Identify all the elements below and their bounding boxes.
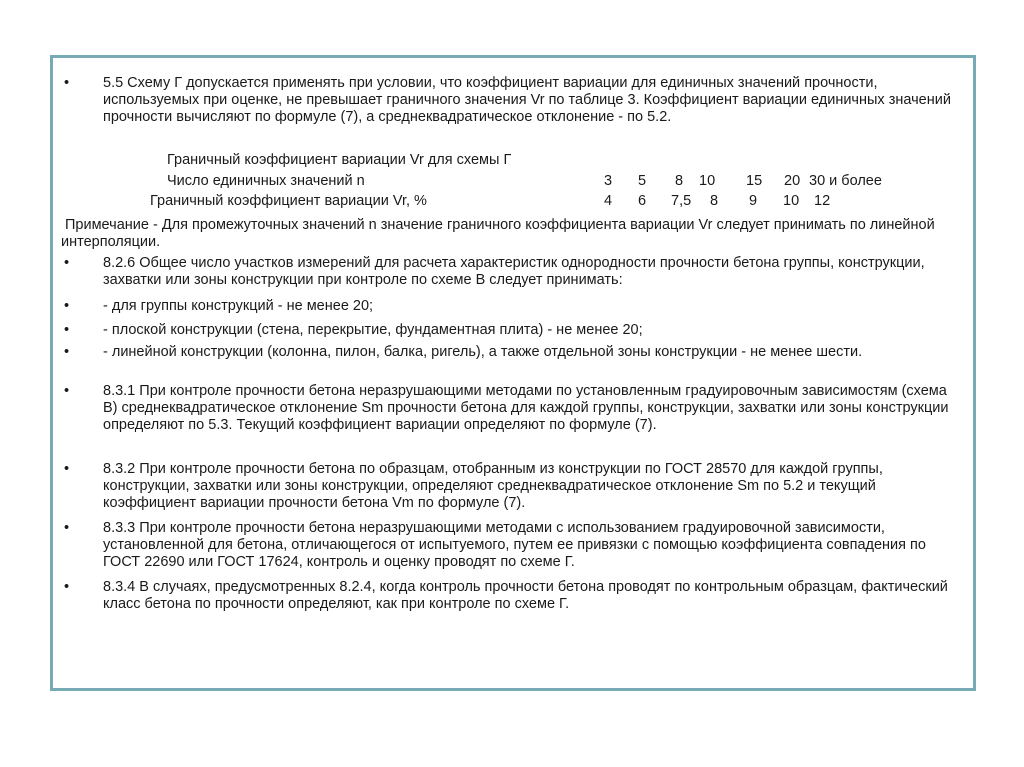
table-cell: 10 (699, 173, 716, 189)
table-row2-label: Граничный коэффициент вариации Vr, % (150, 193, 427, 209)
bullet: • (64, 520, 70, 536)
bullet: • (64, 322, 70, 338)
item-text: - плоской конструкции (стена, перекрытие, фундаментная плита) - не менее 20; (103, 322, 643, 338)
table-title: Граничный коэффициент вариации Vr для схемы Г (167, 152, 512, 168)
table-cell: 5 (638, 173, 647, 189)
bullet: • (64, 461, 70, 477)
item-text: 8.2.6 Общее число участков измерений для расчета характеристик однородности прочности бетона группы, конструкции, захватки или зоны конструкции при контроле по схеме В следует принимать: (103, 255, 925, 288)
item-text: 8.3.2 При контроле прочности бетона по образцам, отобранным из конструкции по ГОСТ 28570 для каждой группы, конструкции, захватки или зоны конструкции, определяют среднеквадратическое отклонение Sm по 5.2 и текущий коэффициент вариации прочности бетона Vm по формуле (7). (103, 461, 883, 511)
item-text: 8.3.4 В случаях, предусмотренных 8.2.4, когда контроль прочности бетона проводят по контрольным образцам, фактический класс бетона по прочности определяют, как при контроле по схеме Г. (103, 579, 948, 612)
table-cell: 8 (675, 173, 684, 189)
table-cell: 30 и более (809, 173, 882, 189)
bullet: • (64, 579, 70, 595)
bullet: • (64, 75, 70, 91)
table-row1-label: Число единичных значений n (167, 173, 365, 189)
bullet: • (64, 255, 70, 271)
table-cell: 20 (784, 173, 801, 189)
content-frame (50, 55, 976, 691)
table-cell: 7,5 (671, 193, 692, 209)
table-cell: 12 (814, 193, 831, 209)
table-cell: 8 (710, 193, 719, 209)
bullet: • (64, 298, 70, 314)
table-cell: 4 (604, 193, 613, 209)
item-text: 5.5 Схему Г допускается применять при условии, что коэффициент вариации для единичных значений прочности, используемых при оценке, не превышает граничного значения Vr по таблице 3. Коэффициент вариации единичных значений прочности вычисляют по формуле (7), а среднеквадратическое отклонение - по 5.2. (103, 75, 951, 125)
item-text: - для группы конструкций - не менее 20; (103, 298, 374, 314)
table-cell: 15 (746, 173, 763, 189)
table-cell: 6 (638, 193, 647, 209)
table-cell: 10 (783, 193, 800, 209)
bullet: • (64, 383, 70, 399)
item-text: - линейной конструкции (колонна, пилон, балка, ригель), а также отдельной зоны конструкции - не менее шести. (103, 344, 863, 360)
table-cell: 9 (749, 193, 758, 209)
item-text: 8.3.3 При контроле прочности бетона неразрушающими методами с использованием градуировочной зависимости, установленной для бетона, отличающегося от испытуемого, путем ее привязки с помощью коэффициента совпадения по ГОСТ 22690 или ГОСТ 17624, контроль и оценку проводят по схеме Г. (103, 520, 926, 570)
note-text: Примечание - Для промежуточных значений n значение граничного коэффициента вариации Vr следует принимать по линейной интерполяции. (61, 217, 935, 250)
table-cell: 3 (604, 173, 613, 189)
bullet: • (64, 344, 70, 360)
item-text: 8.3.1 При контроле прочности бетона неразрушающими методами по установленным градуировочным зависимостям (схема В) среднеквадратическое отклонение Sm прочности бетона для каждой группы, конструкции, захватки или зоны конструкции определяют по 5.3. Текущий коэффициент вариации определяют по формуле (7). (103, 383, 949, 433)
